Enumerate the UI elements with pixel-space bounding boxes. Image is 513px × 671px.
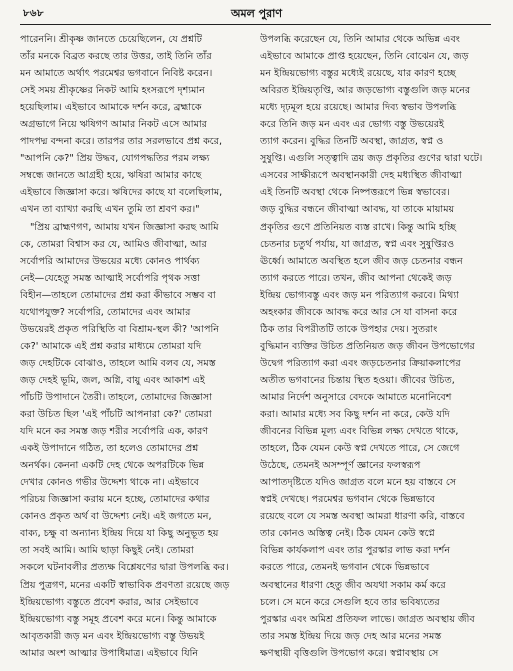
text-line: কোনও প্রকৃত অর্থ বা উদ্দেশ্য নেই। এই জগতে মন,	[20, 511, 212, 523]
text-line: জড় বুদ্ধির বন্ধনে জীবাত্মা আবদ্ধ, যা তাকে মায়াময়	[260, 204, 455, 216]
text-line: ঊর্ধ্বে। আমাতে অবস্থিত হলে জীব জড় চেতনার বন্ধন	[260, 255, 463, 267]
text-line: জীবনের বিভিন্ন মূল্য এবং বিভিন্ন লক্ষ্য দেখতে থাকে,	[260, 426, 459, 438]
text-line: অবিরত ইন্দ্রিয়তৃপ্তি, আর জড়ভোগ্য বস্তুগুলি জড় মনের	[260, 85, 471, 97]
text-line: বুদ্ধিমান ব্যক্তির উচিত প্রতিনিয়ত জড় জীবন উপভোগের	[260, 340, 475, 352]
text-line: যথোপযুক্ত? সর্বোপরি, তোমাদের এবং আমার	[20, 306, 191, 318]
text-line: উঠেছে, তেমনই অসম্পূর্ণ জ্ঞানের ফলস্বরূপ	[260, 460, 421, 472]
text-line: "আপনি কে?" প্রিয় উদ্ধব, যোগপদ্ধতির পরম লক্ষ্য	[20, 153, 210, 165]
text-line: করতে পারে, তেমনই ভগবান থেকে ভিন্নভাবে	[260, 562, 430, 574]
text-line: দেখার কোনও গভীর উদ্দেশ্য থাকে না। এইভাবে	[20, 477, 200, 489]
text-line: ক্ষণস্থায়ী বৃত্তিগুলি উপভোগ করে। স্বপ্নাবস্থায় সে	[260, 647, 439, 659]
text-line: এইভাবে জিজ্ঞাসা করে। ঋষিদের কাছে যা বলেছিলাম,	[20, 187, 223, 199]
text-line: সুষুপ্তি। এগুলি সত্ত্বাদি ত্রয় জড় প্রকৃতির গুণের দ্বারা ঘটে।	[260, 153, 483, 165]
text-line: "প্রিয় ব্রাহ্মণগণ, আমায় যখন জিজ্ঞাসা করছ আমি	[30, 221, 219, 233]
text-line: বিভিন্ন কার্যকলাপ এবং তার পুরস্কার লাভ করা দর্শন	[260, 545, 451, 557]
text-line: পারেননি। শ্রীকৃষ্ণ জানতে চেয়েছিলেন, যে প্রশ্নটি	[20, 34, 202, 45]
text-line: সেই সময় শ্রীকৃষ্ণের নিকট আমি হংসরূপে দৃশ্যমান	[20, 85, 205, 97]
text-line: তার সমস্ত ইন্দ্রিয় দিয়ে জড় দেহ আর মনের সমস্ত	[260, 630, 442, 642]
text-line: স্বপ্নই দেখছে। পরমেশ্বর ভগবান থেকে ভিন্নভাবে	[260, 494, 435, 506]
text-line: এসবের সাক্ষীরূপে অবস্থানকারী দেহ মধ্যস্থিত জীবাত্মা	[260, 170, 462, 182]
text-line: ঠিক তার বিপরীতটি তাকে উপহার দেয়। সুতরাং	[260, 323, 438, 335]
text-line: হয়েছিলাম। এইভাবে আমাকে দর্শন করে, ব্রহ্মাকে	[20, 102, 202, 114]
text-line: এইভাবে আমাকে প্রাপ্ত হয়েছেন, তিনি বোঝেন যে, জড়	[260, 51, 469, 63]
text-line: এখন তা ব্যাখ্যা করছি এখন তুমি তা শ্রবণ কর।"	[20, 204, 200, 216]
text-line: এই তিনটি অবস্থা থেকে নিষ্পত্তরূপে ভিন্ন স্বভাবের।	[260, 187, 450, 199]
text-line: আমার নির্দেশ অনুসারে বেদকে আমাতে মনোনিবেশ	[260, 391, 452, 403]
text-line: উপলব্ধি করেছেন যে, তিনি আমার থেকে অভিন্ন এবং	[260, 34, 460, 45]
right-text-column	[260, 31, 492, 665]
text-line: পাদপদ্ম বন্দনা করে। তারপর তার সরলভাবে প্রশ্ন করে,	[20, 136, 222, 148]
page-number: ৮৬৮	[23, 8, 44, 19]
text-line: ত্যাগ করতে পারে। তখন, জীব আপনা থেকেই জড়	[260, 272, 452, 284]
text-line: বিহীন—তাহলে তোমাদের প্রশ্ন করা কীভাবে সম্ভব বা	[20, 289, 216, 301]
text-line: অহংকার জীবকে আবদ্ধ করে আর সে যা বাসনা করে	[260, 306, 458, 318]
text-line: অবস্থানের ধারণা হেতু জীব অযথা সকাম কর্ম করে	[260, 579, 446, 591]
running-title: অমল পুরাণ	[230, 7, 283, 20]
text-line: রয়েছে বলে যে সমস্ত অবস্থা আমরা ধারণা করি, বাস্তবে	[260, 511, 465, 523]
text-line: চলে। সে মনে করে সেগুলি হবে তার ভবিষ্যতের	[260, 596, 440, 608]
text-line: বাক্য, চক্ষু বা অন্যান্য ইন্দ্রিয় দিয়ে যা কিছু অনুভূত হয়	[20, 528, 219, 540]
text-line: পরিচয় জিজ্ঞাসা করায় মনে হচ্ছে, তোমাদের কথার	[20, 494, 210, 506]
header-divider	[20, 24, 491, 25]
text-line: জড় দেহটিকে বোঝাও, তাহলে আমি বলব যে, সমস্ত	[20, 357, 216, 369]
text-line: কে?' আমাকে এই প্রশ্ন করার মাধ্যমে তোমরা যদি	[20, 340, 202, 352]
text-line: অতীত ভগবানের চিন্তায় স্থিত হওয়া। জীবের উচিত,	[260, 374, 455, 386]
text-line: একই উপাদানে গঠিত, তা হলেও তোমাদের প্রশ্ন	[20, 443, 199, 455]
text-line: আমার অংশ আত্মার উপাধিমাত্র। এইভাবে যিনি	[20, 647, 199, 659]
left-text-column	[20, 31, 252, 665]
text-line: আবৃতকারী জড় মন এবং ইন্দ্রিয়ভোগ্য বস্তু উভয়ই	[20, 630, 205, 642]
text-line: ইন্দ্রিয়ভোগ্য বস্তুতে প্রবেশ করার, আর সেইভাবে	[20, 596, 199, 608]
text-line: অগ্রভাগে নিয়ে ঋষিগণ আমার নিকট এসে আমার	[20, 119, 207, 131]
text-line: প্রকৃতির গুণে প্রতিনিয়ত ব্যস্ত রাখে। কিন্তু আমি হচ্ছি	[260, 221, 456, 233]
text-line: পুরস্কার এবং অমিশ্র প্রতিফল লাভে। জাগ্রত অবস্থায় জীব	[260, 613, 475, 625]
text-line: জড় দেহই ভূমি, জল, অগ্নি, বায়ু এবং আকাশ এই	[20, 374, 205, 386]
text-line: তাহলে, ঠিক যেমন কেউ স্বপ্ন দেখতে পারে, সে জেগে	[260, 443, 460, 455]
text-line: ইন্দ্রিয়ভোগ্য বস্তু সমূহ প্রবেশ করে মনে। কিন্তু আমাকে	[20, 613, 217, 625]
text-line: আপাতদৃষ্টিতে যদিও জাগ্রত বলে মনে হয় বাস্তবে সে	[260, 477, 457, 489]
text-line: পাঁচটি উপাদানে তৈরী। তাহলে, তোমাদের জিজ্ঞাসা	[20, 391, 213, 403]
text-line: তার কোনও অস্তিত্ব নেই। ঠিক যেমন কেউ স্বপ্নে	[260, 528, 435, 540]
text-line: তাঁর মনকে বিব্রত করছে তার উত্তর, তাই তিনি তাঁর	[20, 51, 212, 63]
text-line: ইন্দ্রিয় ভোগ্যবস্তু এবং জড় মন পরিত্যাগ করবে। মিথ্যা	[260, 289, 459, 301]
text-line: উভয়েরই প্রকৃত পরিস্থিতি বা বিশ্রাম-স্থল কী? 'আপনি	[20, 323, 219, 335]
text-line: মন ইন্দ্রিয়ভোগ্য বস্তুর মধ্যেই রয়েছে, যার কারণ হচ্ছে	[260, 68, 456, 80]
text-line: সম্বন্ধে জানতে আগ্রহী হয়ে, ঋষিরা আমার কাছে	[20, 170, 202, 182]
text-line: তা সবই আমি। আমি ছাড়া কিছুই নেই। তোমরা	[20, 545, 194, 557]
text-line: অনর্থক। কেননা একটি দেহ থেকে অপরটিকে ভিন্ন	[20, 460, 205, 472]
text-line: সর্বোপরি আমাদের উভয়ের মধ্যে কোনও পার্থক্য	[20, 255, 200, 267]
text-line: নেই—যেহেতু সমস্ত আত্মাই সর্বোপরি পৃথক সত্তা	[20, 272, 201, 284]
text-line: মধ্যে দৃঢ়মূল হয়ে রয়েছে। আমার দিব্য স্বভাব উপলব্ধি	[260, 102, 457, 114]
text-line: করে তিনি জড় মন এবং এর ভোগ্য বস্তু উভয়েরই	[260, 119, 445, 131]
text-line: করা উচিত ছিল 'এই পাঁচটি আপনারা কে?' তোমরা	[20, 409, 212, 421]
text-line: করা। আমার মধ্যে সব কিছু দর্শন না করে, কেউ যদি	[260, 409, 450, 421]
text-line: ত্যাগ করেন। বুদ্ধির তিনটি অবস্থা, জাগ্রত, স্বপ্ন ও	[260, 136, 444, 148]
text-line: যদি মনে কর সমস্ত জড় শরীর সর্বোপরি এক, কারণ	[20, 426, 209, 438]
text-line: চেতনার চতুর্থ পর্যায়, যা জাগ্রত, স্বপ্ন এবং সুষুপ্তিরও	[260, 238, 455, 250]
text-line: উদ্বেগ পরিত্যাগ করা এবং জড়চেতনার ক্রিয়াকলাপের	[260, 357, 461, 369]
text-line: প্রিয় পুত্রগণ, মনের একটি স্বাভাবিক প্রবণতা রয়েছে জড়	[20, 579, 230, 591]
text-line: সকলে ঘটনাবলীর প্রত্যক্ষ বিশ্লেষণের দ্বারা উপলব্ধি কর।	[20, 562, 229, 574]
text-line: মন আমাতে অর্থাৎ পরমেশ্বর ভগবানে নিবিষ্ট করেন।	[20, 68, 213, 80]
text-line: কে, তোমরা বিশ্বাস কর যে, আমিও জীবাত্মা, আর	[20, 238, 207, 250]
